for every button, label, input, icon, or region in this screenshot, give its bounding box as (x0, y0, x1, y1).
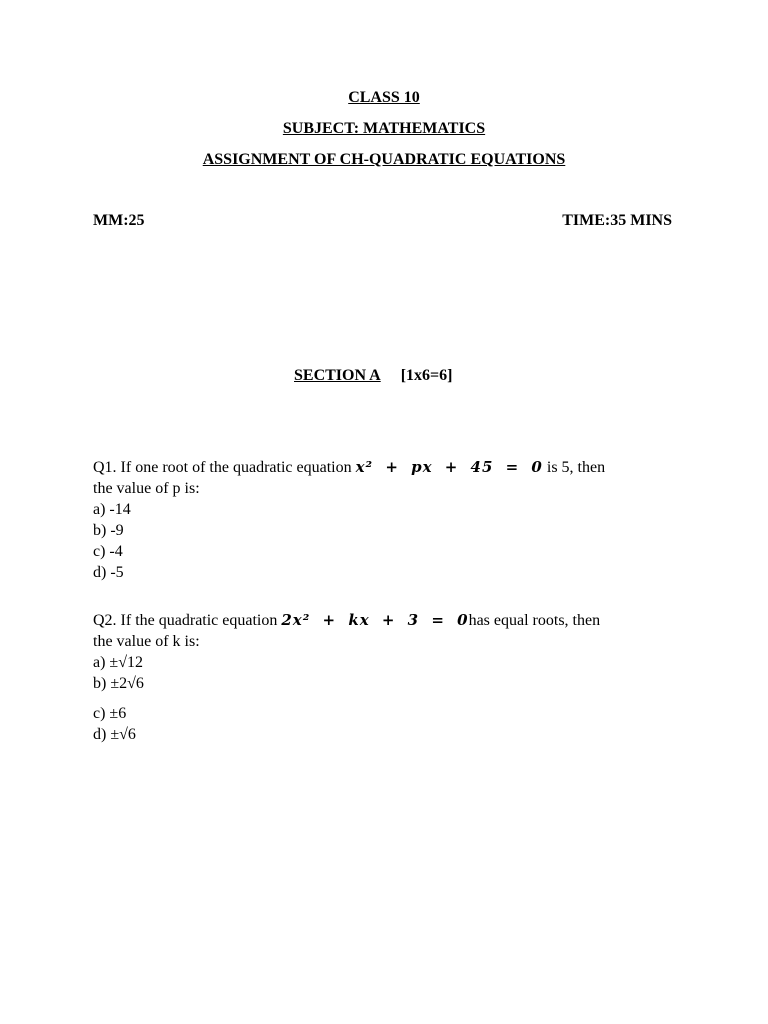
question-2-option-c: c) ±6 (93, 705, 127, 722)
question-1-equation: x² + px + 45 = 0 (355, 458, 543, 476)
question-1-suffix: is 5, then (546, 459, 606, 476)
max-marks: MM:25 (93, 212, 145, 229)
question-1-option-a: a) -14 (93, 501, 131, 518)
time-allowed: TIME:35 MINS (562, 212, 672, 229)
assignment-heading: ASSIGNMENT OF CH-QUADRATIC EQUATIONS (202, 151, 566, 168)
question-2-suffix: has equal roots, then (468, 612, 601, 629)
question-2 (93, 610, 683, 745)
question-1-line-2: the value of p is: (93, 480, 200, 497)
question-1 (93, 457, 683, 583)
question-2-prefix: Q2. If the quadratic equation (93, 612, 278, 629)
question-2-option-b: b) ±2√6 (93, 675, 144, 692)
section-heading (294, 366, 452, 386)
question-1-prefix: Q1. If one root of the quadratic equation (93, 459, 352, 476)
question-1-line-1 (93, 457, 683, 478)
question-2-option-a: a) ±√12 (93, 654, 143, 671)
question-2-option-d: d) ±√6 (93, 726, 136, 743)
question-2-line-1 (93, 610, 683, 631)
question-1-option-b: b) -9 (93, 522, 124, 539)
section-marks: [1x6=6] (400, 367, 453, 384)
question-2-line-2: the value of k is: (93, 633, 200, 650)
question-2-equation: 2x² + kx + 3 = 0 (281, 611, 469, 629)
question-1-option-d: d) -5 (93, 564, 124, 581)
section-title: SECTION A (294, 367, 381, 384)
class-heading: CLASS 10 (348, 89, 420, 106)
subject-heading: SUBJECT: MATHEMATICS (282, 120, 486, 137)
question-1-option-c: c) -4 (93, 543, 123, 560)
